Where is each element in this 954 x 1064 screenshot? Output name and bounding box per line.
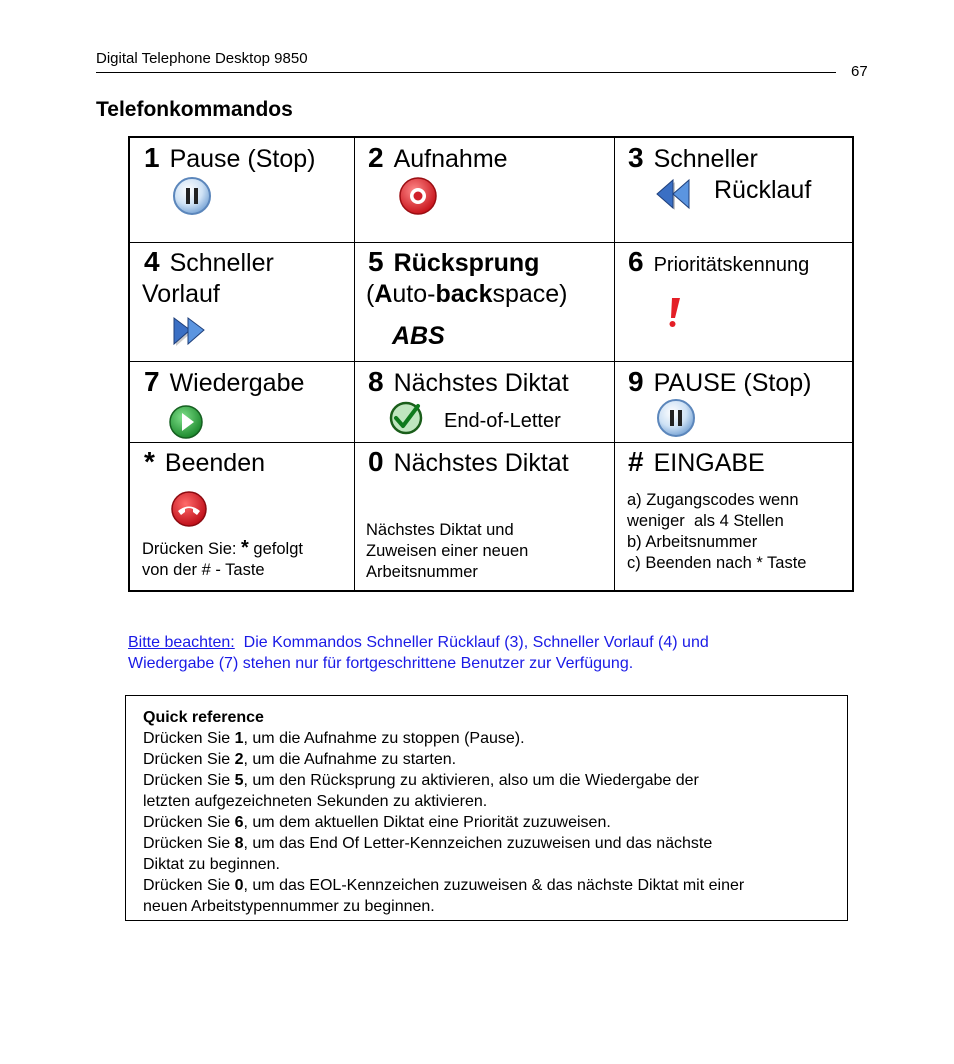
command-cell-1	[144, 142, 316, 174]
command-cell-8	[368, 366, 569, 398]
command-label: Prioritätskennung	[653, 254, 810, 276]
key-number: 0	[368, 446, 384, 477]
quick-reference-line: Drücken Sie 6, um dem aktuellen Diktat eine Priorität zuzuweisen.	[143, 814, 611, 831]
command-cell-3	[628, 142, 758, 174]
command-cell-4	[144, 246, 274, 278]
header-rule	[96, 72, 836, 73]
note-prefix: Bitte beachten:	[128, 634, 235, 651]
command-label: Schneller	[653, 145, 758, 173]
key-number: #	[628, 446, 644, 477]
command-label: Wiedergabe	[169, 369, 305, 397]
end-of-letter-label: End-of-Letter	[444, 410, 561, 432]
hash-description: a) Zugangscodes wenn weniger als 4 Stellen b) Arbeitsnummer c) Beenden nach * Taste	[627, 491, 807, 572]
command-label: Nächstes Diktat	[393, 449, 569, 477]
quick-reference-line: letzten aufgezeichneten Sekunden zu aktivieren.	[143, 793, 488, 810]
record-icon	[398, 176, 438, 216]
command-cell-hash	[628, 446, 765, 478]
page-number: 67	[851, 63, 868, 80]
key-number: 1	[144, 142, 160, 173]
column-divider	[614, 138, 615, 590]
advanced-users-note: Bitte beachten: Die Kommandos Schneller Rücklauf (3), Schneller Vorlauf (4) und Wiedergabe (7) stehen nur für fortgeschrittene Benutzer zur Verfügung.	[128, 634, 709, 672]
zero-description: Nächstes Diktat und Zuweisen einer neuen Arbeitsnummer	[366, 521, 529, 581]
quick-reference-line: Drücken Sie 1, um die Aufnahme zu stoppen (Pause).	[143, 730, 525, 747]
play-icon	[168, 404, 204, 440]
quick-reference-line: Drücken Sie 8, um das End Of Letter-Kennzeichen zuzuweisen und das nächste	[143, 835, 713, 852]
command-label: Nächstes Diktat	[393, 369, 569, 397]
command-label: Beenden	[164, 449, 266, 477]
priority-exclamation-icon	[664, 296, 684, 328]
key-number: 8	[368, 366, 384, 397]
quick-reference-line: Drücken Sie 0, um das EOL-Kennzeichen zuzuweisen & das nächste Diktat mit einer	[143, 877, 745, 894]
key-number: 9	[628, 366, 644, 397]
abs-badge: ABS	[392, 322, 445, 350]
command-cell-2	[368, 142, 508, 174]
key-number: 6	[628, 246, 644, 277]
command-label: PAUSE (Stop)	[653, 369, 812, 397]
section-title: Telefonkommandos	[96, 98, 293, 121]
command-cell-star	[144, 446, 265, 478]
key-number: 2	[368, 142, 384, 173]
command-label: Pause (Stop)	[169, 145, 316, 173]
quick-reference-title: Quick reference	[143, 709, 264, 726]
pause-icon	[656, 398, 696, 438]
fast-forward-icon	[170, 312, 210, 352]
command-label-line2: Vorlauf	[142, 280, 220, 308]
command-cell-6	[628, 246, 809, 278]
quick-reference-box	[125, 695, 848, 921]
command-label: Schneller	[169, 249, 274, 277]
document-title: Digital Telephone Desktop 9850	[96, 50, 308, 67]
key-number: 5	[368, 246, 384, 277]
key-number: *	[144, 446, 155, 477]
command-cell-0	[368, 446, 569, 478]
command-cell-7	[144, 366, 304, 398]
hang-up-icon	[170, 490, 208, 528]
command-label: EINGABE	[653, 449, 765, 477]
command-label-line2: Rücklauf	[714, 176, 812, 204]
command-label-line2: (Auto-backspace)	[366, 280, 568, 308]
star-description: Drücken Sie: * gefolgt von der # - Taste	[142, 537, 303, 579]
column-divider	[354, 138, 355, 590]
command-table	[128, 136, 854, 592]
row-divider	[130, 442, 852, 443]
command-label: Rücksprung	[393, 249, 540, 277]
quick-reference-line: Diktat zu beginnen.	[143, 856, 280, 873]
key-number: 3	[628, 142, 644, 173]
key-number: 7	[144, 366, 160, 397]
command-cell-5	[368, 246, 539, 278]
row-divider	[130, 361, 852, 362]
key-number: 4	[144, 246, 160, 277]
row-divider	[130, 242, 852, 243]
command-label: Aufnahme	[393, 145, 508, 173]
rewind-icon	[655, 174, 695, 214]
quick-reference-line: Drücken Sie 2, um die Aufnahme zu starten.	[143, 751, 457, 768]
command-cell-9	[628, 366, 812, 398]
quick-reference-line: neuen Arbeitstypennummer zu beginnen.	[143, 898, 435, 915]
quick-reference-line: Drücken Sie 5, um den Rücksprung zu aktivieren, also um die Wiedergabe der	[143, 772, 699, 789]
pause-icon	[172, 176, 212, 216]
checkmark-icon	[388, 400, 424, 436]
